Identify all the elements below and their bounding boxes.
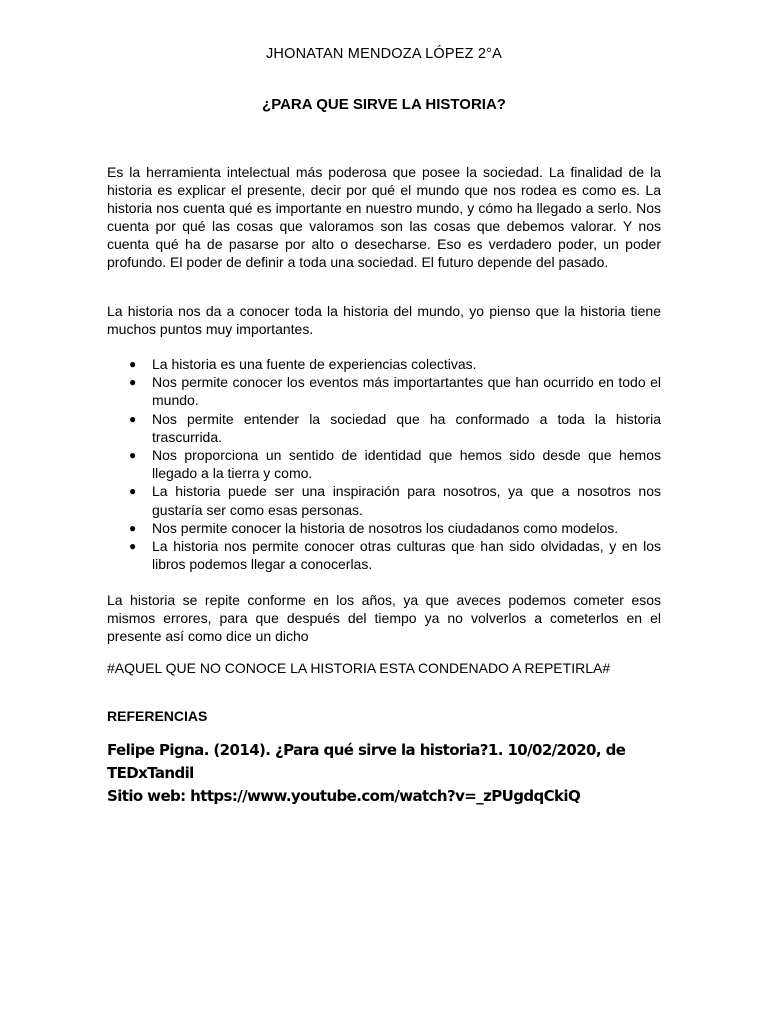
- author-line: JHONATAN MENDOZA LÓPEZ 2°A: [265, 46, 503, 62]
- list-item-text: La historia es una fuente de experiencias colectivas.: [152, 356, 477, 372]
- list-item-text: Nos permite conocer los eventos más importartantes que han ocurrido en todo el mundo.: [152, 374, 661, 409]
- bullet-icon: ●: [129, 520, 137, 535]
- reference-entry: [107, 739, 707, 808]
- references-heading: REFERENCIAS: [107, 708, 208, 724]
- bullet-list: [107, 355, 661, 573]
- list-item: [107, 355, 661, 373]
- list-item: [107, 537, 661, 573]
- bullet-icon: ●: [129, 448, 137, 463]
- bullet-icon: ●: [129, 411, 137, 426]
- list-item-text: La historia nos permite conocer otras culturas que han sido olvidadas, y en los libros podemos llegar a conocerlas.: [152, 538, 661, 573]
- list-item-text: Nos permite conocer la historia de nosotros los ciudadanos como modelos.: [152, 519, 619, 536]
- second-paragraph: La historia nos da a conocer toda la historia del mundo, yo pienso que la historia tiene muchos puntos muy importantes.: [107, 303, 661, 337]
- list-item: [107, 410, 661, 446]
- list-item: [107, 482, 661, 518]
- intro-paragraph: Es la herramienta intelectual más poderosa que posee la sociedad. La finalidad de la historia es explicar el presente, decir por qué el mundo que nos rodea es como es. La historia nos cuenta qué es importante en nuestro mundo, y cómo ha llegado a serlo. Nos cuenta por qué las cosas que valoramos son las cosas que debemos valorar. Y nos cuenta qué ha de pasarse por alto o desecharse. Eso es verdadero poder, un poder profundo. El poder de definir a toda una sociedad. El futuro depende del pasado.: [107, 164, 661, 270]
- bullet-icon: ●: [129, 375, 137, 390]
- list-item-text: La historia puede ser una inspiración para nosotros, ya que a nosotros nos gustaría ser como esas personas.: [152, 483, 661, 518]
- list-item-text: Nos permite entender la sociedad que ha conformado a toda la historia trascurrida.: [152, 410, 661, 445]
- list-item: [107, 446, 661, 482]
- list-item: [107, 373, 661, 409]
- list-item: [107, 519, 661, 537]
- quote-line: #AQUEL QUE NO CONOCE LA HISTORIA ESTA CONDENADO A REPETIRLA#: [107, 660, 611, 676]
- bullet-icon: ●: [129, 539, 137, 554]
- reference-line-2: Sitio web: https://www.youtube.com/watch?v=_zPUgdqCkiQ: [107, 787, 581, 805]
- third-paragraph: La historia se repite conforme en los años, ya que aveces podemos cometer esos mismos errores, para que después del tiempo ya no volverlos a cometerlos en el presente así como dice un dicho: [107, 592, 661, 644]
- bullet-icon: ●: [129, 357, 137, 371]
- reference-line-1: Felipe Pigna. (2014). ¿Para qué sirve la historia?1. 10/02/2020, de TEDxTandil: [107, 741, 626, 782]
- document-title: ¿PARA QUE SIRVE LA HISTORIA?: [262, 96, 506, 113]
- list-item-text: Nos proporciona un sentido de identidad que hemos sido desde que hemos llegado a la tierra y como.: [152, 447, 661, 482]
- bullet-icon: ●: [129, 484, 137, 499]
